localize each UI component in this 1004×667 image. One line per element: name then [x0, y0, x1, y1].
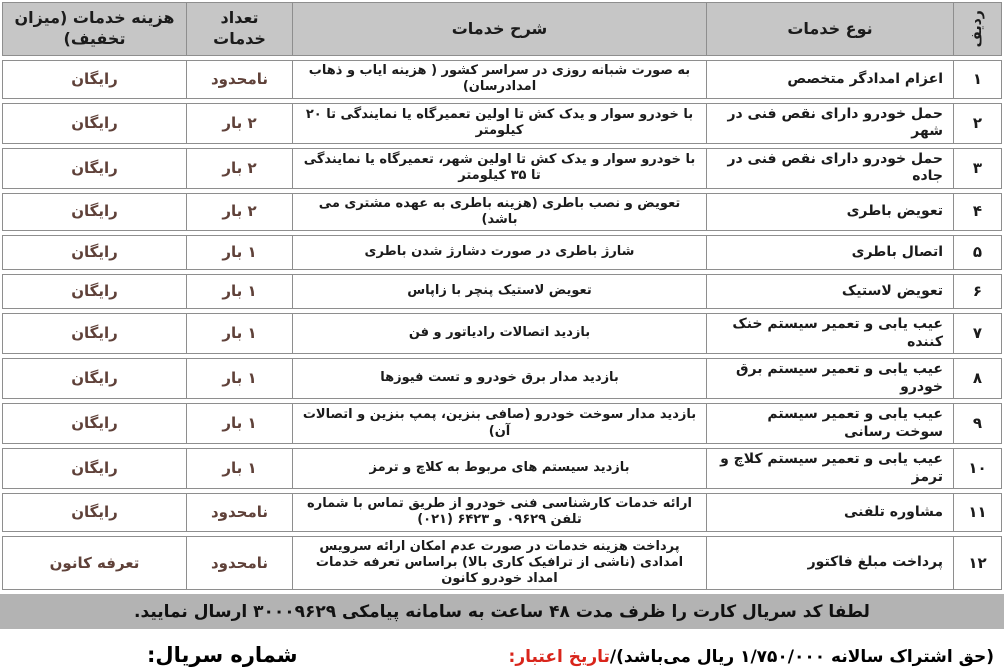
- service-type-cell: حمل خودرو دارای نقص فنی در جاده: [706, 149, 953, 188]
- service-cost-cell: رایگان: [71, 113, 118, 132]
- service-desc-cell: تعویض و نصب باطری (هزینه باطری به عهده مشتری می باشد): [292, 194, 706, 231]
- service-cost-cell: رایگان: [71, 282, 118, 301]
- table-row: [2, 493, 1002, 532]
- row-number-cell: ۱۱: [953, 494, 1001, 531]
- row-number-cell: ۲: [953, 104, 1001, 143]
- header-service-desc: شرح خدمات: [292, 3, 706, 55]
- service-count-cell: ۲ بار: [186, 149, 292, 188]
- header-row-number-label: ردیف: [968, 10, 985, 48]
- header-service-cost: هزینه خدمات (میزان تخفیف): [14, 8, 175, 48]
- serial-number-label: شماره سریال:: [147, 643, 298, 667]
- service-desc-cell: به صورت شبانه روزی در سراسر کشور ( هزینه ایاب و ذهاب امدادرسان): [292, 61, 706, 98]
- service-cost-cell: رایگان: [71, 414, 118, 433]
- service-desc-cell: پرداخت هزینه خدمات در صورت عدم امکان ارائه سرویس امدادی (ناشی از ترافیک کاری بالا) براساس تعرفه خدمات امداد خودرو کانون: [292, 537, 706, 590]
- service-cost-cell: رایگان: [71, 502, 118, 521]
- service-type-cell: پرداخت مبلغ فاکتور: [706, 537, 953, 590]
- row-number-cell: ۴: [953, 194, 1001, 231]
- service-type-cell: عیب یابی و تعمیر سیستم کلاچ و ترمز: [706, 449, 953, 488]
- service-type-cell: عیب یابی و تعمیر سیستم خنک کننده: [706, 314, 953, 353]
- row-number-cell: ۱: [953, 61, 1001, 98]
- service-count-cell: ۱ بار: [186, 314, 292, 353]
- service-count-cell: ۱ بار: [186, 359, 292, 398]
- row-number-cell: ۵: [953, 236, 1001, 269]
- service-type-cell: عیب یابی و تعمیر سیستم برق خودرو: [706, 359, 953, 398]
- header-row-number: [953, 3, 1001, 55]
- table-row: [2, 193, 1002, 232]
- fee-and-expiry-line: [509, 647, 994, 667]
- service-desc-cell: بازدید سیستم های مربوط به کلاچ و ترمز: [292, 449, 706, 488]
- service-count-cell: نامحدود: [186, 61, 292, 98]
- service-type-cell: عیب یابی و تعمیر سیستم سوخت رسانی: [706, 404, 953, 443]
- table-row: [2, 536, 1002, 591]
- table-row: [2, 274, 1002, 309]
- service-type-cell: اتصال باطری: [706, 236, 953, 269]
- service-type-cell: حمل خودرو دارای نقص فنی در شهر: [706, 104, 953, 143]
- row-number-cell: ۳: [953, 149, 1001, 188]
- row-number-cell: ۱۰: [953, 449, 1001, 488]
- table-row: [2, 148, 1002, 189]
- row-number-cell: ۶: [953, 275, 1001, 308]
- subscription-fee-note: (حق اشتراک سالانه ۱/۷۵۰/۰۰۰ ریال می‌باشد)/: [609, 647, 994, 667]
- service-type-cell: اعزام امدادگر متخصص: [706, 61, 953, 98]
- table-row: [2, 313, 1002, 354]
- service-desc-cell: ارائه خدمات کارشناسی فنی خودرو از طریق تماس با شماره تلفن ۰۹۶۲۹ و ۶۴۲۳ (۰۲۱): [292, 494, 706, 531]
- service-cost-cell: تعرفه کانون: [49, 553, 140, 572]
- table-row: [2, 60, 1002, 99]
- service-desc-cell: با خودرو سوار و یدک کش تا اولین تعمیرگاه یا نمایندگی تا ۲۰ کیلومتر: [292, 104, 706, 143]
- service-cost-cell: رایگان: [71, 69, 118, 88]
- service-desc-cell: تعویض لاستیک پنچر با زاپاس: [292, 275, 706, 308]
- service-desc-cell: بازدید مدار سوخت خودرو (صافی بنزین، پمپ بنزین و اتصالات آن): [292, 404, 706, 443]
- service-count-cell: ۱ بار: [186, 404, 292, 443]
- service-desc-cell: بازدید مدار برق خودرو و تست فیوزها: [292, 359, 706, 398]
- service-type-cell: مشاوره تلفنی: [706, 494, 953, 531]
- service-desc-cell: با خودرو سوار و یدک کش تا اولین شهر، تعمیرگاه یا نمایندگی تا ۳۵ کیلومتر: [292, 149, 706, 188]
- service-count-cell: نامحدود: [186, 537, 292, 590]
- header-service-type: نوع خدمات: [706, 3, 953, 55]
- service-count-cell: ۱ بار: [186, 275, 292, 308]
- service-type-cell: تعویض باطری: [706, 194, 953, 231]
- service-count-cell: نامحدود: [186, 494, 292, 531]
- table-header-row: [2, 2, 1002, 56]
- row-number-cell: ۱۲: [953, 537, 1001, 590]
- table-body: [2, 60, 1002, 590]
- service-cost-cell: رایگان: [71, 243, 118, 262]
- service-desc-cell: شارژ باطری در صورت دشارژ شدن باطری: [292, 236, 706, 269]
- sms-instruction-banner: لطفا کد سریال کارت را ظرف مدت ۴۸ ساعت به سامانه پیامکی ۳۰۰۰۹۶۲۹ ارسال نمایید.: [0, 594, 1004, 629]
- service-cost-cell: رایگان: [71, 202, 118, 221]
- table-row: [2, 403, 1002, 444]
- row-number-cell: ۸: [953, 359, 1001, 398]
- table-row: [2, 448, 1002, 489]
- service-cost-cell: رایگان: [71, 324, 118, 343]
- service-count-cell: ۲ بار: [186, 104, 292, 143]
- table-row: [2, 358, 1002, 399]
- service-type-cell: تعویض لاستیک: [706, 275, 953, 308]
- service-cost-cell: رایگان: [71, 459, 118, 478]
- table-row: [2, 103, 1002, 144]
- card-footer: [0, 643, 1004, 667]
- service-count-cell: ۱ بار: [186, 236, 292, 269]
- expiry-date-label: تاریخ اعتبار:: [508, 647, 610, 667]
- service-cost-cell: رایگان: [71, 369, 118, 388]
- service-desc-cell: بازدید اتصالات رادیاتور و فن: [292, 314, 706, 353]
- service-count-cell: ۲ بار: [186, 194, 292, 231]
- service-count-cell: ۱ بار: [186, 449, 292, 488]
- row-number-cell: ۷: [953, 314, 1001, 353]
- header-service-count: تعداد خدمات: [186, 3, 292, 55]
- table-row: [2, 235, 1002, 270]
- service-cost-cell: رایگان: [71, 158, 118, 177]
- row-number-cell: ۹: [953, 404, 1001, 443]
